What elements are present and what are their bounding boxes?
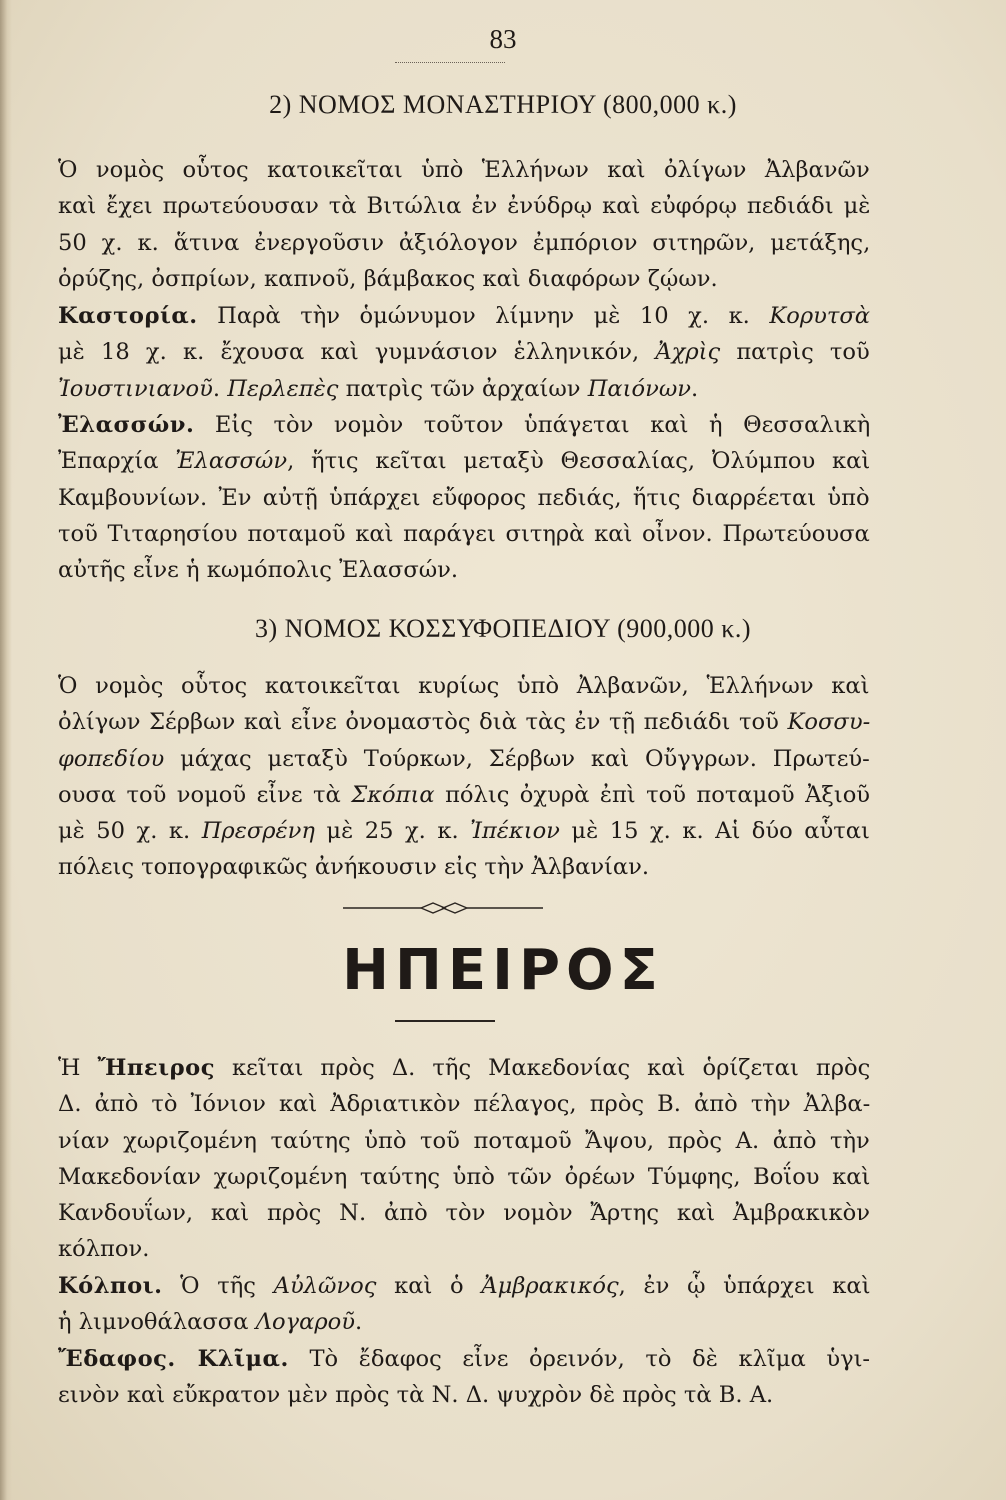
text-line — [58, 1086, 870, 1122]
italic-place-name: Αὐλῶνος — [273, 1273, 377, 1299]
bold-run-in-heading: Ἔδαφος. Κλῖμα. — [58, 1346, 289, 1372]
text-line — [58, 813, 870, 849]
text-run: , ἥτις κεῖται μεταξὺ Θεσσαλίας, Ὀλύμπου καὶ — [287, 448, 870, 475]
text-line — [58, 777, 870, 813]
text-line — [58, 552, 870, 588]
italic-place-name: Ἰπέκιον — [470, 818, 560, 845]
text-line — [58, 188, 870, 224]
chapter-title: ΗΠΕΙΡΟΣ — [342, 938, 664, 1003]
chapter-title-rule — [395, 1020, 495, 1022]
text-line — [58, 334, 870, 370]
italic-place-name: Ἰουστινιανοῦ — [58, 375, 213, 402]
text-run: κόλπον. — [58, 1236, 150, 1263]
text-run: μὲ 18 χ. κ. ἔχουσα καὶ γυμνάσιον ἑλληνικόν, — [58, 339, 656, 366]
italic-place-name: Λογαροῦ — [255, 1309, 355, 1336]
text-run: πόλις ὀχυρὰ ἐπὶ τοῦ ποταμοῦ Ἀξιοῦ — [434, 781, 870, 808]
text-line — [58, 225, 870, 261]
text-run: Παρὰ τὴν ὁμώνυμον λίμνην μὲ 10 χ. κ. — [197, 303, 770, 329]
text-run: 50 χ. κ. ἅτινα ἐνεργοῦσιν ἀξιόλογον ἐμπόριον σιτηρῶν, μετάξης, — [58, 229, 870, 256]
text-run: Ὁ τῆς — [162, 1273, 274, 1299]
text-line — [58, 1341, 870, 1377]
italic-place-name: Ἀμβρακικός — [481, 1273, 619, 1299]
text-run: Μακεδονίαν χωριζομένη ταύτης ὑπὸ τῶν ὀρέων Τύμφης, Βοΐου καὶ — [58, 1163, 870, 1190]
bold-run-in-heading: Ἤπειρος — [97, 1055, 215, 1081]
text-run: μὲ 50 χ. κ. — [58, 818, 202, 845]
text-run: μὲ 15 χ. κ. Αἱ δύο αὗται — [559, 818, 870, 845]
text-line — [58, 261, 870, 297]
text-run: εινὸν καὶ εὔκρατον μὲν πρὸς τὰ Ν. Δ. ψυχρὸν δὲ πρὸς τὰ Β. Α. — [58, 1382, 774, 1409]
text-line — [58, 668, 870, 704]
text-run: ὀρύζης, ὀσπρίων, καπνοῦ, βάμβακος καὶ διαφόρων ζῴων. — [58, 265, 718, 292]
ornamental-divider — [343, 898, 543, 918]
text-line — [58, 1195, 870, 1231]
italic-place-name: Κορυτσὰ — [769, 303, 870, 329]
text-line — [58, 1268, 870, 1304]
paragraph-monastir-intro — [58, 152, 870, 297]
text-run: Ὁ νομὸς οὗτος κατοικεῖται ὑπὸ Ἑλλήνων καὶ ὀλίγων Ἀλβανῶν — [58, 157, 870, 183]
italic-place-name: Σκόπια — [351, 781, 435, 808]
text-run: , ἐν ᾧ ὑπάρχει καὶ — [618, 1273, 870, 1299]
paragraph-elasson — [58, 407, 870, 588]
section-heading-kosovo: 3) ΝΟΜΟΣ ΚΟΣΣΥΦΟΠΕΔΙΟΥ (900,000 κ.) — [254, 614, 752, 643]
text-run: ἡ λιμνοθάλασσα — [58, 1309, 256, 1336]
italic-place-name: Παιόνων — [587, 375, 692, 402]
text-line — [58, 152, 870, 188]
text-run: ὀλίγων Σέρβων καὶ εἶνε ὀνομαστὸς διὰ τὰς ἐν τῇ πεδιάδι τοῦ — [58, 709, 788, 736]
page-spine-shadow — [0, 0, 12, 1500]
text-run: νίαν χωριζομένη ταύτης ὑπὸ τοῦ ποταμοῦ Ἄψου, πρὸς Α. ἀπὸ τὴν — [58, 1127, 870, 1154]
text-run: μάχας μεταξὺ Τούρκων, Σέρβων καὶ Οὔγγρων. Πρωτεύ- — [164, 745, 870, 772]
italic-place-name: Ἀχρὶς — [655, 339, 721, 366]
text-line — [58, 849, 870, 885]
text-line — [58, 741, 870, 777]
bold-run-in-heading: Ἐλασσών. — [58, 412, 195, 438]
text-line — [58, 1304, 870, 1340]
text-line — [58, 298, 870, 334]
bold-run-in-heading: Καστορία. — [58, 303, 198, 329]
text-run: Τὸ ἔδαφος εἶνε ὀρεινόν, τὸ δὲ κλῖμα ὑγι- — [288, 1346, 870, 1372]
text-run: κεῖται πρὸς Δ. τῆς Μακεδονίας καὶ ὁρίζεται πρὸς — [214, 1055, 870, 1081]
text-run: μὲ 25 χ. κ. — [314, 818, 471, 845]
text-run: . — [354, 1309, 363, 1336]
text-line — [58, 1159, 870, 1195]
italic-place-name: Πρεσρένη — [201, 818, 315, 845]
italic-place-name: Κοσσυ- — [787, 709, 870, 736]
text-run: πατρὶς τῶν ἀρχαίων — [338, 375, 588, 402]
text-run: ουσα τοῦ νομοῦ εἶνε τὰ — [58, 781, 352, 808]
italic-place-name: Ἐλασσών — [175, 448, 288, 475]
page-number: 83 — [489, 24, 517, 54]
page-number-rule — [395, 62, 505, 63]
text-line — [58, 1231, 870, 1267]
text-line — [58, 407, 870, 443]
bold-run-in-heading: Κόλποι. — [58, 1273, 163, 1299]
text-run: καὶ ἔχει πρωτεύουσαν τὰ Βιτώλια ἐν ἐνύδρῳ καὶ εὐφόρῳ πεδιάδι μὲ — [58, 193, 870, 220]
paragraph-soil-climate — [58, 1341, 870, 1414]
text-line — [58, 704, 870, 740]
text-line — [58, 1123, 870, 1159]
text-run: πατρὶς τοῦ — [720, 339, 870, 366]
text-run: . — [212, 375, 228, 402]
paragraph-kastoria — [58, 298, 870, 407]
text-run: Καμβουνίων. Ἐν αὐτῇ ὑπάρχει εὔφορος πεδιάς, ἥτις διαρρέεται ὑπὸ — [58, 484, 870, 511]
text-run: αὐτῆς εἶνε ἡ κωμόπολις Ἐλασσών. — [58, 557, 459, 584]
text-run: Εἰς τὸν νομὸν τοῦτον ὑπάγεται καὶ ἡ Θεσσαλικὴ — [194, 412, 870, 438]
text-line — [58, 480, 870, 516]
text-line — [58, 516, 870, 552]
paragraph-kosovo — [58, 668, 870, 886]
text-run: πόλεις τοπογραφικῶς ἀνήκουσιν εἰς τὴν Ἀλβανίαν. — [58, 854, 650, 881]
section-heading-monastir: 2) ΝΟΜΟΣ ΜΟΝΑΣΤΗΡΙΟΥ (800,000 κ.) — [269, 90, 737, 119]
text-line — [58, 443, 870, 479]
paragraph-gulfs — [58, 1268, 870, 1341]
text-run: Ἡ — [58, 1055, 98, 1081]
text-run: Κανδουΐων, καὶ πρὸς Ν. ἀπὸ τὸν νομὸν Ἄρτης καὶ Ἀμβρακικὸν — [58, 1200, 870, 1227]
text-line — [58, 371, 870, 407]
italic-place-name: φοπεδίου — [58, 745, 165, 772]
text-run: . — [691, 375, 699, 402]
text-run: Δ. ἀπὸ τὸ Ἰόνιον καὶ Ἀδριατικὸν πέλαγος, πρὸς Β. ἀπὸ τὴν Ἀλβα- — [58, 1091, 870, 1118]
text-run: τοῦ Τιταρησίου ποταμοῦ καὶ παράγει σιτηρὰ καὶ οἶνον. Πρωτεύουσα — [58, 520, 870, 547]
text-run: καὶ ὁ — [376, 1273, 482, 1299]
text-run: Ἐπαρχία — [58, 448, 176, 475]
text-line — [58, 1050, 870, 1086]
paragraph-epirus-intro — [58, 1050, 870, 1268]
text-line — [58, 1377, 870, 1413]
text-run: Ὁ νομὸς οὗτος κατοικεῖται κυρίως ὑπὸ Ἀλβανῶν, Ἑλλήνων καὶ — [58, 673, 870, 699]
italic-place-name: Περλεπὲς — [227, 375, 339, 402]
